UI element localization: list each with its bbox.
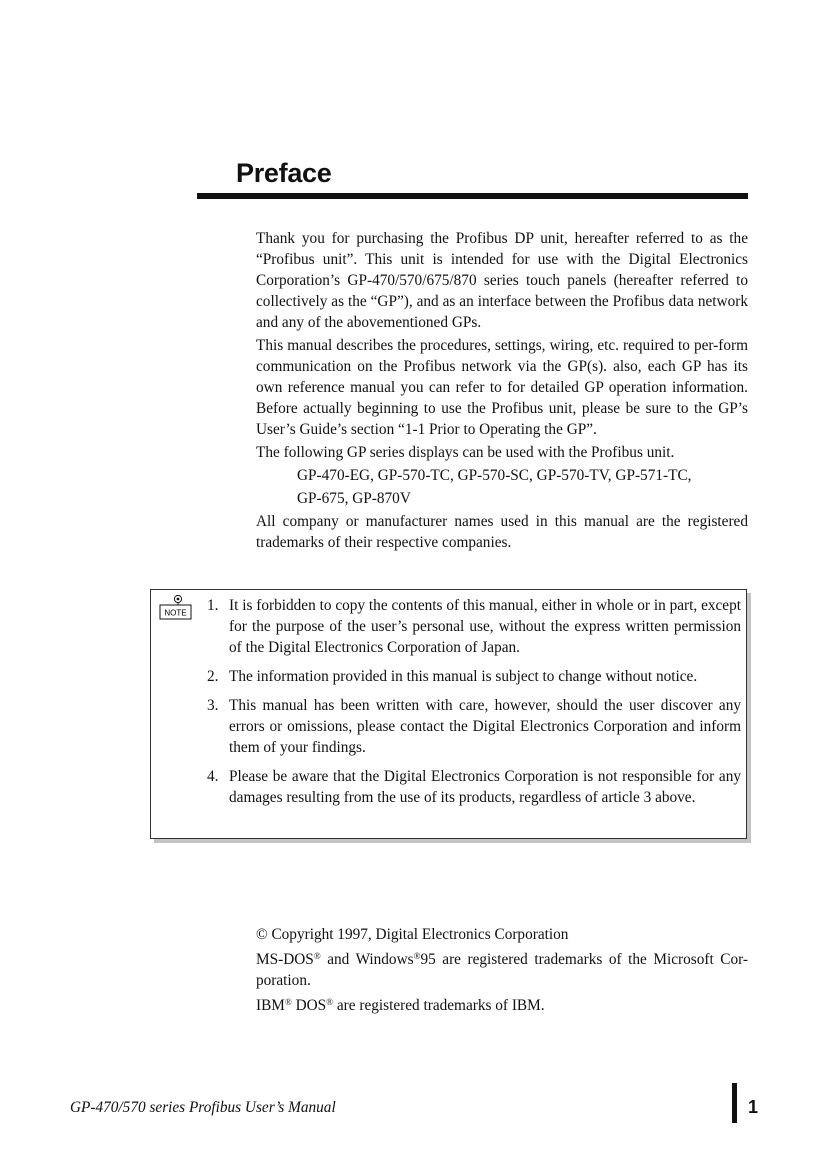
registered-mark: ® — [413, 951, 421, 961]
page-title: Preface — [236, 158, 332, 188]
note-item-text: It is forbidden to copy the contents of this manual, either in whole or in part, except for the purpose of the user’s personal use, without the express written permission of the Digital Electronics Corporation of Japan. — [229, 597, 741, 656]
models-line-1: GP-470-EG, GP-570-TC, GP-570-SC, GP-570-TV, GP-571-TC, — [297, 467, 692, 484]
ibm-rest-text: are registered trademarks of IBM. — [333, 997, 545, 1014]
registered-mark: ® — [284, 997, 292, 1007]
models-line-2: GP-675, GP-870V — [297, 490, 411, 507]
footer-bar — [732, 1083, 737, 1123]
paragraph-compatible-displays: The following GP series displays can be used with the Profibus unit. — [256, 444, 675, 461]
microsoft-text: 95 are registered trademarks of the Microsoft Cor-poration. — [256, 951, 748, 989]
dos-text: DOS — [291, 997, 327, 1014]
copyright-block — [256, 924, 748, 1020]
ibm-text: IBM — [256, 997, 285, 1014]
note-item-number: 2. — [207, 668, 219, 685]
windows-text: and Windows — [320, 951, 414, 968]
note-item-number: 1. — [207, 597, 219, 614]
paragraph-trademarks: All company or manufacturer names used in this manual are the registered trademarks of their respective companies. — [256, 513, 748, 551]
note-list — [207, 595, 741, 816]
paragraph-intro: Thank you for purchasing the Profibus DP unit, hereafter referred to as the “Profibus unit”. This unit is intended for use with the Digital Electronics Corporation’s GP-470/570/675/870 series touch panels (hereafter referred to collectively as the “GP”), and as an interface between the Profibus data network and any of the abovementioned GPs. — [256, 230, 748, 331]
registered-mark: ® — [313, 951, 321, 961]
trademark-ibm — [256, 995, 748, 1016]
registered-mark: ® — [326, 997, 334, 1007]
trademark-microsoft — [256, 949, 748, 991]
note-icon-label: NOTE — [164, 608, 187, 618]
note-item-text: Please be aware that the Digital Electronics Corporation is not responsible for any damages resulting from the use of its products, regardless of article 3 above. — [229, 768, 741, 806]
note-item — [207, 666, 741, 687]
note-icon — [159, 594, 193, 622]
preface-body — [256, 228, 748, 555]
note-item — [207, 595, 741, 658]
note-item — [207, 695, 741, 758]
note-item-number: 3. — [207, 697, 219, 714]
paragraph-manual-description: This manual describes the procedures, settings, wiring, etc. required to per-form communication on the Profibus network via the GP(s). also, each GP has its own reference manual you can refer to for detailed GP operation information. Before actually beginning to use the Profibus unit, please be sure to the GP’s User’s Guide’s section “1-1 Prior to Operating the GP”. — [256, 337, 748, 438]
note-item-text: This manual has been written with care, however, should the user discover any errors or omissions, please contact the Digital Electronics Corporation and inform them of your findings. — [229, 697, 741, 756]
title-rule — [197, 193, 748, 199]
page-number: 1 — [748, 1097, 759, 1117]
note-item-number: 4. — [207, 768, 219, 785]
msdos-text: MS-DOS — [256, 951, 314, 968]
note-item-text: The information provided in this manual is subject to change without notice. — [229, 668, 698, 685]
note-item — [207, 766, 741, 808]
note-box — [150, 589, 747, 839]
footer-manual-title: GP-470/570 series Profibus User’s Manual — [70, 1099, 336, 1116]
copyright-line: © Copyright 1997, Digital Electronics Corporation — [256, 926, 569, 943]
